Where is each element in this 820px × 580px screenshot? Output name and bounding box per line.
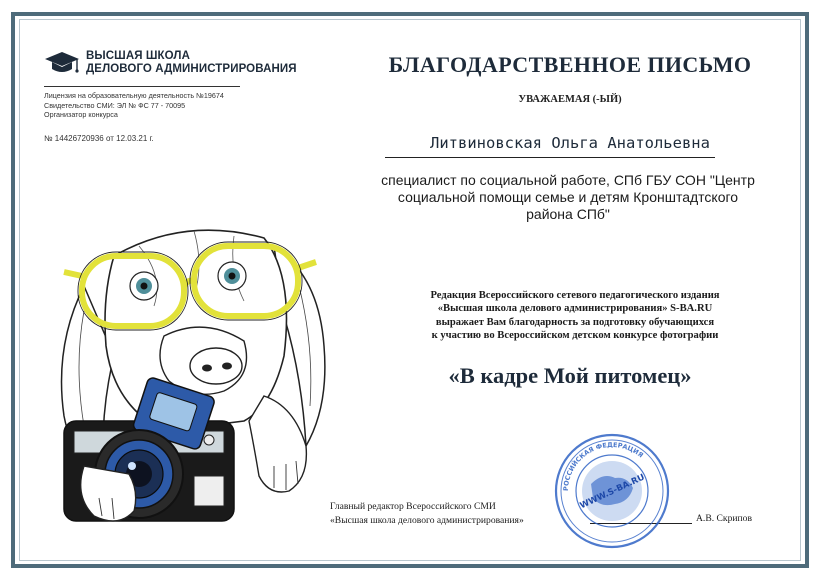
license-line: Лицензия на образовательную деятельность №19674 — [44, 91, 224, 100]
recipient-underline — [385, 157, 715, 158]
organization-logo — [44, 50, 297, 76]
media-certificate-line: Свидетельство СМИ: ЭЛ № ФС 77 - 70095 — [44, 100, 186, 110]
body-line: выражает Вам благодарность за подготовку обучающихся — [435, 316, 715, 328]
stamp-ring-text: РОССИЙСКАЯ ФЕДЕРАЦИЯ — [561, 440, 645, 492]
graduation-cap-icon — [44, 50, 80, 76]
recipient-position — [338, 172, 798, 223]
letter-body — [345, 289, 805, 342]
org-name-line1: ВЫСШАЯ ШКОЛА — [86, 50, 190, 62]
org-name-line2: ДЕЛОВОГО АДМИНИСТРИРОВАНИЯ — [86, 63, 297, 75]
contest-name: «В кадре Мой питомец» — [448, 363, 692, 388]
organizer-line: Организатор конкурса — [44, 110, 118, 119]
signature-block — [330, 500, 524, 528]
signer-name: А.В. Скрипов — [696, 513, 752, 524]
signer-role-line1: Главный редактор Всероссийского СМИ — [330, 501, 496, 512]
letter-title: БЛАГОДАРСТВЕННОЕ ПИСЬМО — [388, 52, 752, 77]
position-line: социальной помощи семье и детям Кронштадтского — [397, 189, 739, 205]
dog-with-camera-illustration — [44, 216, 344, 546]
body-line: «Высшая школа делового администрирования» S-BA.RU — [437, 303, 713, 315]
body-line: Редакция Всероссийского сетевого педагогического издания — [430, 290, 720, 301]
position-line: специалист по социальной работе, СПб ГБУ СОН "Центр — [381, 172, 755, 188]
registration-number: № 14426720936 от 12.03.21 г. — [44, 134, 154, 143]
license-info — [44, 91, 224, 120]
logo-divider — [44, 86, 240, 87]
greeting: УВАЖАЕМАЯ (-ЫЙ) — [518, 94, 622, 105]
stamp-center-text: WWW.S-BA.RU — [578, 472, 647, 512]
recipient-name: Литвиновская Ольга Анатольевна — [430, 134, 710, 152]
body-line: к участию во Всероссийском детском конкурсе фотографии — [431, 329, 719, 341]
signer-role-line2: «Высшая школа делового администрирования» — [330, 515, 524, 526]
official-stamp — [553, 432, 671, 550]
position-line: района СПб" — [526, 206, 610, 222]
